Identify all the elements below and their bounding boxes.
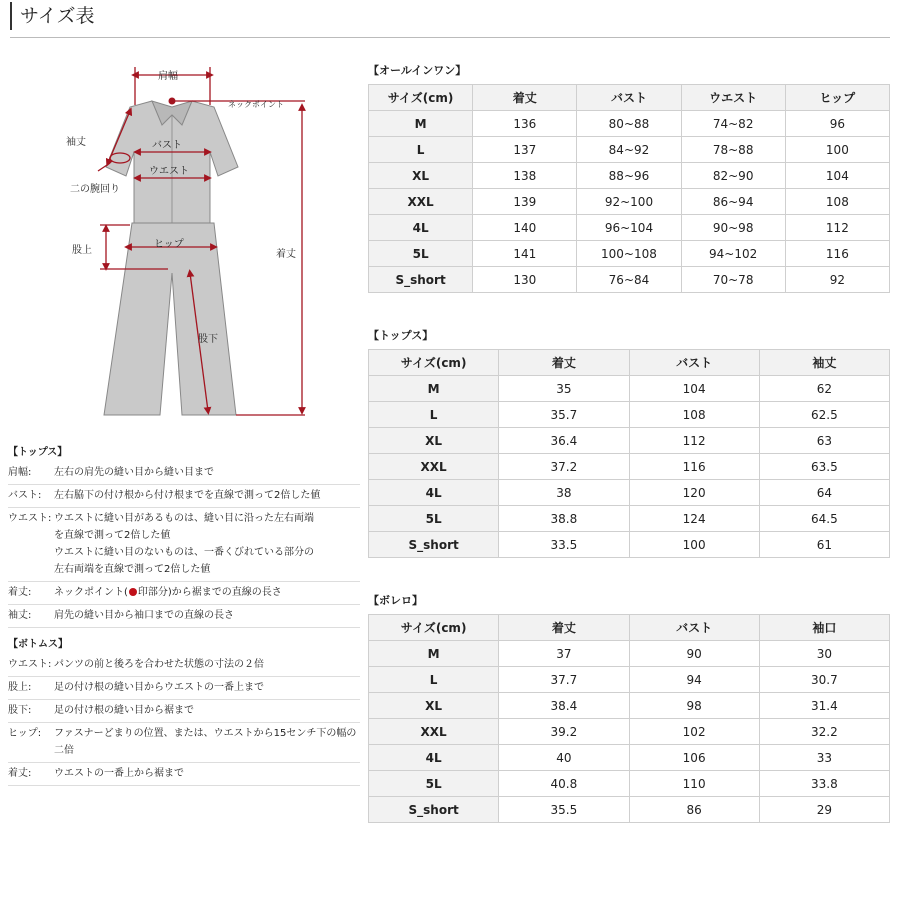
column-header: ウエスト: [681, 85, 785, 111]
table-cell: 102: [629, 719, 759, 745]
definition-row: [8, 677, 360, 700]
table-row: [369, 137, 890, 163]
column-header: ヒップ: [785, 85, 889, 111]
table-cell: 100: [785, 137, 889, 163]
table-row: [369, 667, 890, 693]
label-waist: ウエスト: [149, 166, 189, 177]
table-row: [369, 532, 890, 558]
size-label-cell: 5L: [369, 506, 499, 532]
size-label-cell: XXL: [369, 719, 499, 745]
table-cell: 30: [759, 641, 889, 667]
definition-row: [8, 723, 360, 763]
table-cell: 112: [785, 215, 889, 241]
definition-term: ウエスト:: [8, 659, 52, 670]
table-row: [369, 215, 890, 241]
definition-line: 左右両端を直線で測って2倍した値: [54, 564, 211, 575]
size-label-cell: M: [369, 376, 499, 402]
size-table-section-bolero: [368, 592, 890, 823]
definition-row: [8, 462, 360, 485]
definition-row: [8, 605, 360, 628]
column-header: 着丈: [473, 85, 577, 111]
definition-term: 肩幅:: [8, 467, 32, 478]
table-row: [369, 771, 890, 797]
size-table-section-allinone: [368, 62, 890, 293]
table-cell: 37.2: [499, 454, 629, 480]
table-cell: 64.5: [759, 506, 889, 532]
size-label-cell: 5L: [369, 771, 499, 797]
table-row: [369, 641, 890, 667]
definition-row: [8, 763, 360, 786]
table-cell: 33.5: [499, 532, 629, 558]
table-row: [369, 506, 890, 532]
table-cell: 110: [629, 771, 759, 797]
table-cell: 84~92: [577, 137, 681, 163]
column-header: サイズ(cm): [369, 85, 473, 111]
column-header: バスト: [577, 85, 681, 111]
label-sleeve: 袖丈: [66, 137, 86, 148]
definition-term: 袖丈:: [8, 610, 32, 621]
table-header-row: [369, 85, 890, 111]
table-cell: 106: [629, 745, 759, 771]
column-header: 着丈: [499, 350, 629, 376]
label-shoulder: 肩幅: [158, 71, 178, 82]
table-cell: 130: [473, 267, 577, 293]
definition-text: [54, 656, 360, 673]
size-label-cell: XL: [369, 693, 499, 719]
definition-line: 二倍: [54, 745, 74, 756]
table-cell: 38.4: [499, 693, 629, 719]
definition-text: [54, 510, 360, 578]
neck-point-marker-icon: [129, 588, 137, 596]
table-heading: 【オールインワン】: [368, 64, 467, 77]
table-cell: 124: [629, 506, 759, 532]
label-inseam: 股下: [198, 334, 218, 345]
table-cell: 139: [473, 189, 577, 215]
size-label-cell: XL: [369, 428, 499, 454]
size-label-cell: 4L: [369, 745, 499, 771]
definition-line: 肩先の縫い目から袖口までの直線の長さ: [54, 610, 234, 621]
definition-term: 着丈:: [8, 768, 32, 779]
table-row: [369, 402, 890, 428]
size-label-cell: XXL: [369, 189, 473, 215]
tops-definitions-heading: 【トップス】: [8, 447, 68, 458]
table-cell: 40.8: [499, 771, 629, 797]
size-label-cell: M: [369, 111, 473, 137]
table-row: [369, 428, 890, 454]
table-cell: 33: [759, 745, 889, 771]
definition-line: ファスナーどまりの位置、または、ウエストから15センチ下の幅の: [54, 728, 357, 739]
definition-term: ヒップ:: [8, 728, 42, 739]
definition-term: ウエスト:: [8, 513, 52, 524]
definition-text: [54, 725, 360, 759]
table-heading: 【トップス】: [368, 329, 434, 342]
definition-text: [54, 679, 360, 696]
table-cell: 108: [629, 402, 759, 428]
table-row: [369, 163, 890, 189]
table-cell: 100~108: [577, 241, 681, 267]
table-row: [369, 189, 890, 215]
table-header-row: [369, 350, 890, 376]
definition-line: ウエストに縫い目があるものは、縫い目に沿った左右両端: [54, 513, 314, 524]
definition-line: 左右脇下の付け根から付け根までを直線で測って2倍した値: [54, 490, 321, 501]
table-cell: 108: [785, 189, 889, 215]
table-cell: 90: [629, 641, 759, 667]
table-cell: 116: [785, 241, 889, 267]
table-cell: 38.8: [499, 506, 629, 532]
table-cell: 80~88: [577, 111, 681, 137]
definition-row: [8, 654, 360, 677]
table-cell: 92~100: [577, 189, 681, 215]
table-cell: 86: [629, 797, 759, 823]
table-cell: 94: [629, 667, 759, 693]
definition-text-part: 印部分)から裾までの直線の長さ: [137, 587, 282, 598]
definition-line: を直線で測って2倍した値: [54, 530, 171, 541]
size-label-cell: S_short: [369, 267, 473, 293]
table-cell: 90~98: [681, 215, 785, 241]
page-title: サイズ表: [10, 2, 94, 30]
table-row: [369, 745, 890, 771]
table-row: [369, 241, 890, 267]
table-cell: 141: [473, 241, 577, 267]
column-header: 袖口: [759, 615, 889, 641]
definition-text: [54, 464, 360, 481]
table-cell: 138: [473, 163, 577, 189]
table-cell: 36.4: [499, 428, 629, 454]
definition-line: パンツの前と後ろを合わせた状態の寸法の２倍: [54, 659, 264, 670]
measurement-figure: [0, 45, 360, 435]
definition-text: [54, 607, 360, 624]
table-cell: 31.4: [759, 693, 889, 719]
column-header: サイズ(cm): [369, 350, 499, 376]
label-length: 着丈: [276, 249, 296, 260]
definition-line: 足の付け根の縫い目から裾まで: [54, 705, 194, 716]
column-header: 袖丈: [759, 350, 889, 376]
table-row: [369, 376, 890, 402]
definition-line: ウエストに縫い目のないものは、一番くびれている部分の: [54, 547, 314, 558]
title-divider: [10, 37, 890, 38]
table-cell: 63.5: [759, 454, 889, 480]
label-bust: バスト: [152, 140, 182, 151]
size-label-cell: S_short: [369, 532, 499, 558]
table-cell: 64: [759, 480, 889, 506]
table-cell: 104: [785, 163, 889, 189]
table-cell: 82~90: [681, 163, 785, 189]
definition-line: ウエストの一番上から裾まで: [54, 768, 184, 779]
table-cell: 29: [759, 797, 889, 823]
table-heading: 【ボレロ】: [368, 594, 423, 607]
size-table-bolero: [368, 614, 890, 823]
table-cell: 78~88: [681, 137, 785, 163]
definition-line: 左右の肩先の縫い目から縫い目まで: [54, 467, 214, 478]
table-cell: 39.2: [499, 719, 629, 745]
label-neck-point: ネックポイント: [228, 100, 284, 109]
table-cell: 35.5: [499, 797, 629, 823]
definition-row: [8, 485, 360, 508]
table-cell: 70~78: [681, 267, 785, 293]
definition-row: [8, 582, 360, 605]
table-cell: 62: [759, 376, 889, 402]
size-label-cell: 4L: [369, 215, 473, 241]
definition-text: [54, 487, 360, 504]
size-label-cell: XXL: [369, 454, 499, 480]
table-cell: 94~102: [681, 241, 785, 267]
size-label-cell: XL: [369, 163, 473, 189]
size-label-cell: L: [369, 137, 473, 163]
table-cell: 140: [473, 215, 577, 241]
table-cell: 116: [629, 454, 759, 480]
table-cell: 32.2: [759, 719, 889, 745]
column-header: 着丈: [499, 615, 629, 641]
definition-row: [8, 700, 360, 723]
definition-text: [54, 702, 360, 719]
definition-term: バスト:: [8, 490, 42, 501]
label-upper-arm: 二の腕回り: [70, 184, 120, 195]
size-label-cell: S_short: [369, 797, 499, 823]
table-row: [369, 719, 890, 745]
table-cell: 96: [785, 111, 889, 137]
table-cell: 35: [499, 376, 629, 402]
definition-text: [54, 584, 360, 601]
table-cell: 86~94: [681, 189, 785, 215]
definition-term: 股上:: [8, 682, 32, 693]
size-label-cell: L: [369, 667, 499, 693]
bottoms-definitions-heading: 【ボトムス】: [8, 639, 68, 650]
table-cell: 112: [629, 428, 759, 454]
column-header: サイズ(cm): [369, 615, 499, 641]
table-cell: 37: [499, 641, 629, 667]
definition-term: 股下:: [8, 705, 32, 716]
table-cell: 76~84: [577, 267, 681, 293]
size-table-section-tops: [368, 327, 890, 558]
size-label-cell: M: [369, 641, 499, 667]
table-cell: 63: [759, 428, 889, 454]
size-table-allinone: [368, 84, 890, 293]
table-row: [369, 693, 890, 719]
table-cell: 92: [785, 267, 889, 293]
label-rise: 股上: [72, 245, 92, 256]
table-cell: 33.8: [759, 771, 889, 797]
table-cell: 37.7: [499, 667, 629, 693]
table-cell: 61: [759, 532, 889, 558]
label-hip: ヒップ: [154, 239, 184, 250]
table-cell: 35.7: [499, 402, 629, 428]
table-header-row: [369, 615, 890, 641]
table-cell: 137: [473, 137, 577, 163]
table-cell: 30.7: [759, 667, 889, 693]
definition-text: [54, 765, 360, 782]
size-label-cell: 4L: [369, 480, 499, 506]
table-cell: 88~96: [577, 163, 681, 189]
table-cell: 74~82: [681, 111, 785, 137]
pants-shape: [104, 223, 236, 415]
column-header: バスト: [629, 350, 759, 376]
table-cell: 120: [629, 480, 759, 506]
definition-line: 足の付け根の縫い目からウエストの一番上まで: [54, 682, 264, 693]
definition-row: [8, 508, 360, 582]
definition-text-part: ネックポイント(: [54, 587, 128, 598]
table-row: [369, 111, 890, 137]
table-cell: 136: [473, 111, 577, 137]
table-cell: 98: [629, 693, 759, 719]
table-cell: 100: [629, 532, 759, 558]
size-table-tops: [368, 349, 890, 558]
measurement-definitions: [8, 444, 360, 786]
table-cell: 62.5: [759, 402, 889, 428]
table-row: [369, 454, 890, 480]
table-cell: 104: [629, 376, 759, 402]
table-cell: 40: [499, 745, 629, 771]
size-label-cell: L: [369, 402, 499, 428]
table-cell: 96~104: [577, 215, 681, 241]
table-row: [369, 267, 890, 293]
size-label-cell: 5L: [369, 241, 473, 267]
table-row: [369, 797, 890, 823]
column-header: バスト: [629, 615, 759, 641]
definition-term: 着丈:: [8, 587, 32, 598]
table-cell: 38: [499, 480, 629, 506]
table-row: [369, 480, 890, 506]
